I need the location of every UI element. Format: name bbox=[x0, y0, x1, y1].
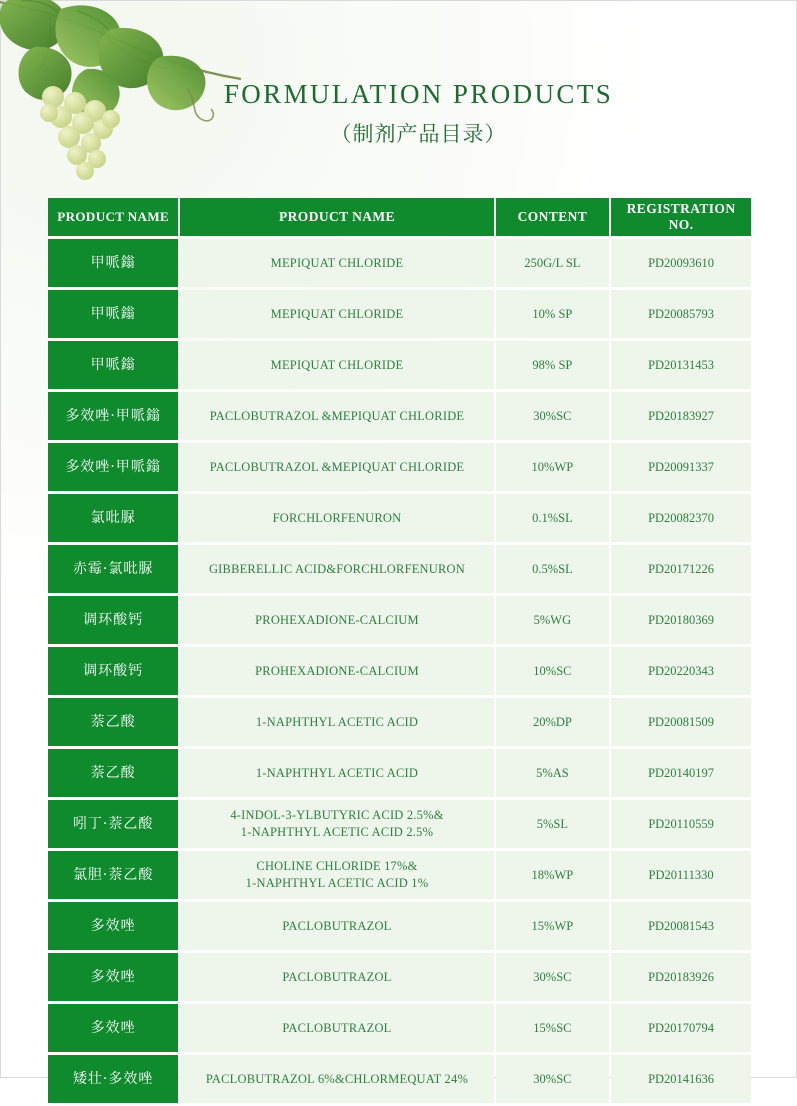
cell-product-name-en: PACLOBUTRAZOL 6%&CHLORMEQUAT 24% bbox=[180, 1055, 493, 1103]
cell-product-name-en: 1-NAPHTHYL ACETIC ACID bbox=[180, 749, 493, 797]
cell-product-name-en-line1: CHOLINE CHLORIDE 17%& bbox=[256, 859, 418, 874]
table-row bbox=[48, 494, 751, 542]
table-row bbox=[48, 443, 751, 491]
cell-content: 20%DP bbox=[496, 698, 610, 746]
page-title-cn: （制剂产品目录） bbox=[330, 122, 507, 146]
cell-registration-no: PD20180369 bbox=[611, 596, 751, 644]
cell-registration-no: PD20085793 bbox=[611, 290, 751, 338]
cell-product-name-cn: 调环酸钙 bbox=[48, 647, 178, 695]
cell-product-name-en: MEPIQUAT CHLORIDE bbox=[180, 341, 493, 389]
cell-registration-no: PD20140197 bbox=[611, 749, 751, 797]
cell-content: 5%SL bbox=[496, 800, 610, 848]
cell-content: 10%SC bbox=[496, 647, 610, 695]
cell-content: 10% SP bbox=[496, 290, 610, 338]
product-table-wrapper bbox=[46, 195, 753, 1106]
cell-registration-no: PD20220343 bbox=[611, 647, 751, 695]
cell-product-name-cn: 甲哌鎓 bbox=[48, 341, 178, 389]
table-row bbox=[48, 239, 751, 287]
table-row bbox=[48, 851, 751, 899]
cell-product-name-cn: 多效唑 bbox=[48, 1004, 178, 1052]
cell-product-name-en: GIBBERELLIC ACID&FORCHLORFENURON bbox=[180, 545, 493, 593]
product-table bbox=[46, 195, 753, 1106]
cell-content: 98% SP bbox=[496, 341, 610, 389]
cell-product-name-en bbox=[180, 800, 493, 848]
cell-registration-no: PD20170794 bbox=[611, 1004, 751, 1052]
cell-product-name-cn: 甲哌鎓 bbox=[48, 239, 178, 287]
table-row bbox=[48, 953, 751, 1001]
table-row bbox=[48, 902, 751, 950]
column-header-product-name-en: PRODUCT NAME bbox=[180, 198, 493, 236]
cell-registration-no: PD20110559 bbox=[611, 800, 751, 848]
cell-content: 0.5%SL bbox=[496, 545, 610, 593]
table-row bbox=[48, 290, 751, 338]
cell-registration-no: PD20081543 bbox=[611, 902, 751, 950]
cell-product-name-cn: 多效唑 bbox=[48, 902, 178, 950]
cell-product-name-cn: 吲丁·萘乙酸 bbox=[48, 800, 178, 848]
cell-registration-no: PD20183926 bbox=[611, 953, 751, 1001]
cell-product-name-cn: 赤霉·氯吡脲 bbox=[48, 545, 178, 593]
cell-product-name-en-line2: 1-NAPHTHYL ACETIC ACID 1% bbox=[245, 876, 429, 890]
table-row bbox=[48, 341, 751, 389]
cell-product-name-en: PACLOBUTRAZOL &MEPIQUAT CHLORIDE bbox=[180, 392, 493, 440]
table-row bbox=[48, 698, 751, 746]
cell-product-name-cn: 多效唑·甲哌鎓 bbox=[48, 392, 178, 440]
table-header-row bbox=[48, 198, 751, 236]
column-header-content: CONTENT bbox=[496, 198, 610, 236]
cell-content: 15%SC bbox=[496, 1004, 610, 1052]
cell-product-name-cn: 萘乙酸 bbox=[48, 749, 178, 797]
cell-product-name-cn: 多效唑 bbox=[48, 953, 178, 1001]
cell-product-name-en bbox=[180, 851, 493, 899]
cell-product-name-cn: 萘乙酸 bbox=[48, 698, 178, 746]
table-body bbox=[48, 239, 751, 1103]
cell-content: 5%AS bbox=[496, 749, 610, 797]
cell-registration-no: PD20081509 bbox=[611, 698, 751, 746]
cell-product-name-en: PROHEXADIONE-CALCIUM bbox=[180, 596, 493, 644]
cell-registration-no: PD20131453 bbox=[611, 341, 751, 389]
cell-content: 18%WP bbox=[496, 851, 610, 899]
table-row bbox=[48, 647, 751, 695]
table-row bbox=[48, 392, 751, 440]
cell-content: 250G/L SL bbox=[496, 239, 610, 287]
cell-product-name-en: FORCHLORFENURON bbox=[180, 494, 493, 542]
table-row bbox=[48, 596, 751, 644]
cell-product-name-en: PACLOBUTRAZOL bbox=[180, 953, 493, 1001]
cell-content: 30%SC bbox=[496, 953, 610, 1001]
cell-product-name-en: MEPIQUAT CHLORIDE bbox=[180, 239, 493, 287]
cell-product-name-en: PACLOBUTRAZOL bbox=[180, 902, 493, 950]
table-row bbox=[48, 749, 751, 797]
cell-product-name-en-line2: 1-NAPHTHYL ACETIC ACID 2.5% bbox=[240, 825, 434, 839]
cell-product-name-en: 1-NAPHTHYL ACETIC ACID bbox=[180, 698, 493, 746]
cell-content: 0.1%SL bbox=[496, 494, 610, 542]
cell-product-name-cn: 氯胆·萘乙酸 bbox=[48, 851, 178, 899]
cell-registration-no: PD20183927 bbox=[611, 392, 751, 440]
page-title-en: FORMULATION PRODUCTS bbox=[223, 79, 614, 109]
table-row bbox=[48, 545, 751, 593]
cell-registration-no: PD20171226 bbox=[611, 545, 751, 593]
cell-registration-no: PD20111330 bbox=[611, 851, 751, 899]
cell-product-name-cn: 甲哌鎓 bbox=[48, 290, 178, 338]
cell-content: 5%WG bbox=[496, 596, 610, 644]
cell-content: 15%WP bbox=[496, 902, 610, 950]
cell-content: 30%SC bbox=[496, 392, 610, 440]
cell-product-name-en: MEPIQUAT CHLORIDE bbox=[180, 290, 493, 338]
page-header bbox=[1, 79, 796, 148]
cell-content: 10%WP bbox=[496, 443, 610, 491]
cell-product-name-en: PACLOBUTRAZOL bbox=[180, 1004, 493, 1052]
column-header-product-name-cn: PRODUCT NAME bbox=[48, 198, 178, 236]
cell-registration-no: PD20082370 bbox=[611, 494, 751, 542]
column-header-registration-no: REGISTRATION NO. bbox=[611, 198, 751, 236]
table-row bbox=[48, 800, 751, 848]
cell-registration-no: PD20091337 bbox=[611, 443, 751, 491]
cell-product-name-cn: 多效唑·甲哌鎓 bbox=[48, 443, 178, 491]
cell-registration-no: PD20093610 bbox=[611, 239, 751, 287]
cell-product-name-en: PACLOBUTRAZOL &MEPIQUAT CHLORIDE bbox=[180, 443, 493, 491]
cell-registration-no: PD20141636 bbox=[611, 1055, 751, 1103]
cell-product-name-en: PROHEXADIONE-CALCIUM bbox=[180, 647, 493, 695]
cell-product-name-cn: 调环酸钙 bbox=[48, 596, 178, 644]
cell-product-name-en-line1: 4-INDOL-3-YLBUTYRIC ACID 2.5%& bbox=[230, 808, 444, 823]
table-row bbox=[48, 1055, 751, 1103]
cell-product-name-cn: 氯吡脲 bbox=[48, 494, 178, 542]
cell-content: 30%SC bbox=[496, 1055, 610, 1103]
table-row bbox=[48, 1004, 751, 1052]
cell-product-name-cn: 矮壮·多效唑 bbox=[48, 1055, 178, 1103]
